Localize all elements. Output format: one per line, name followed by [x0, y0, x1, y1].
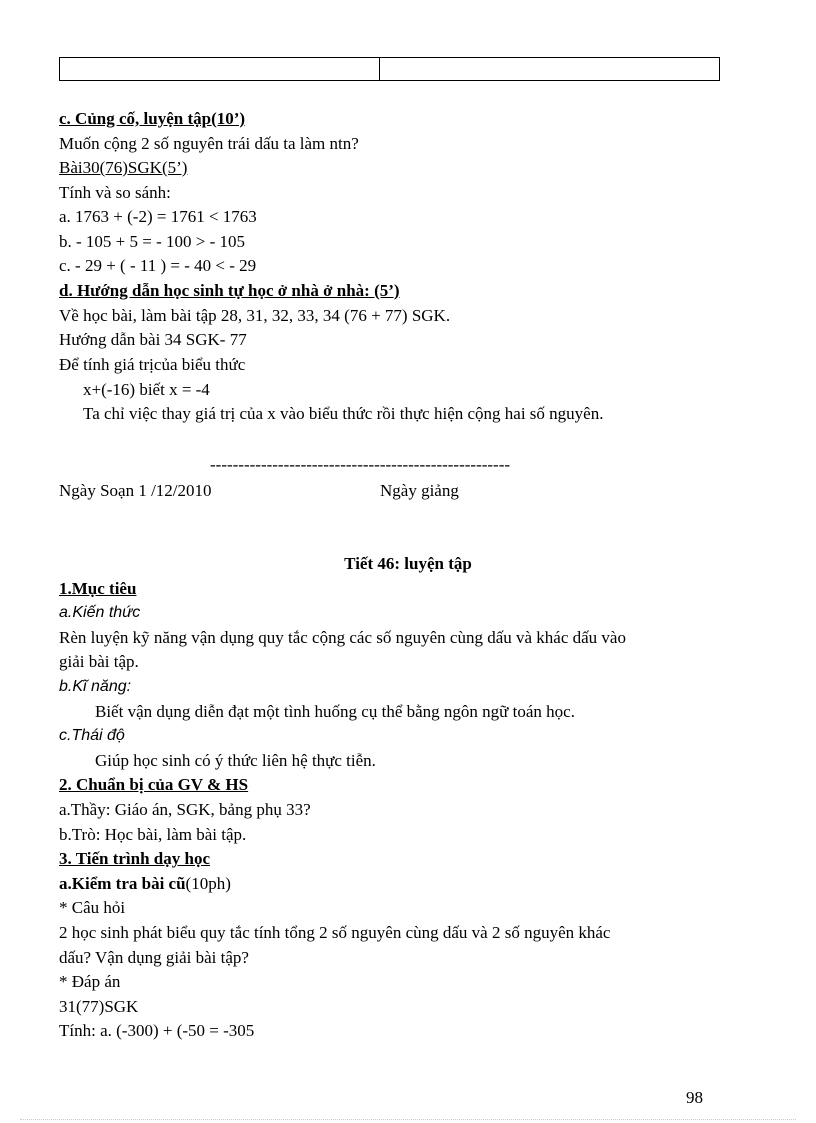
question-text-2: dấu? Vận dụng giải bài tập? [59, 948, 249, 967]
attitude-label: c.Thái độ [59, 727, 125, 744]
exercise-intro: Tính và so sánh: [59, 183, 171, 202]
objectives-heading: 1.Mục tiêu [59, 579, 137, 598]
answer-label: * Đáp án [59, 972, 121, 991]
separator-line: ----------------------------------------------------- [210, 455, 511, 474]
question-label: * Câu hỏi [59, 898, 126, 917]
section-c-question: Muốn cộng 2 số nguyên trái dấu ta làm ntn? [59, 134, 359, 153]
exercise-item-b: b. - 105 + 5 = - 100 > - 105 [59, 232, 245, 251]
exercise-item-a: a. 1763 + (-2) = 1761 < 1763 [59, 207, 257, 226]
answer-calculation: Tính: a. (-300) + (-50 = -305 [59, 1021, 255, 1040]
knowledge-text-2: giải bài tập. [59, 652, 139, 671]
date-taught: Ngày giảng [380, 481, 459, 500]
calc-text: Để tính giá trịcủa biểu thức [59, 355, 246, 374]
skill-text: Biết vận dụng diễn đạt một tình huống cụ thể bằng ngôn ngữ toán học. [95, 702, 575, 721]
homework-text: Về học bài, làm bài tập 28, 31, 32, 33, 34 (76 + 77) SGK. [59, 306, 451, 325]
check-heading-bold: a.Kiểm tra bài cũ [59, 874, 186, 893]
section-d-heading: d. Hướng dẫn học sinh tự học ở nhà ở nhà: (5’) [59, 281, 400, 300]
check-heading-time: (10ph) [185, 874, 231, 893]
skill-label: b.Kĩ năng: [59, 678, 132, 695]
top-table [59, 57, 720, 81]
footer-divider [20, 1119, 796, 1120]
table-cell [380, 58, 719, 80]
exercise-item-c: c. - 29 + ( - 11 ) = - 40 < - 29 [59, 256, 257, 275]
guide-text: Hướng dẫn bài 34 SGK- 77 [59, 330, 247, 349]
check-heading [59, 873, 231, 895]
process-heading: 3. Tiến trình dạy học [59, 849, 210, 868]
page-number: 98 [686, 1088, 703, 1107]
attitude-text: Giúp học sinh có ý thức liên hệ thực tiễn. [95, 751, 376, 770]
question-text-1: 2 học sinh phát biểu quy tắc tính tổng 2 số nguyên cùng dấu và 2 số nguyên khác [59, 923, 611, 942]
section-c-heading: c. Củng cố, luyện tập(10’) [59, 109, 246, 128]
exercise-title: Bài30(76)SGK(5’) [59, 158, 188, 177]
date-prepared: Ngày Soạn 1 /12/2010 [59, 481, 212, 500]
preparation-heading: 2. Chuẩn bị của GV & HS [59, 775, 249, 794]
answer-reference: 31(77)SGK [59, 997, 139, 1016]
student-prep: b.Trò: Học bài, làm bài tập. [59, 825, 247, 844]
knowledge-label: a.Kiến thức [59, 604, 141, 621]
lesson-title: Tiết 46: luyện tập [344, 554, 472, 573]
teacher-prep: a.Thầy: Giáo án, SGK, bảng phụ 33? [59, 800, 311, 819]
knowledge-text-1: Rèn luyện kỹ năng vận dụng quy tắc cộng các số nguyên cùng dấu và khác dấu vào [59, 628, 626, 647]
table-cell [60, 58, 380, 80]
expression-text: x+(-16) biết x = -4 [83, 380, 210, 399]
method-text: Ta chỉ việc thay giá trị của x vào biểu thức rồi thực hiện cộng hai số nguyên. [83, 404, 604, 423]
